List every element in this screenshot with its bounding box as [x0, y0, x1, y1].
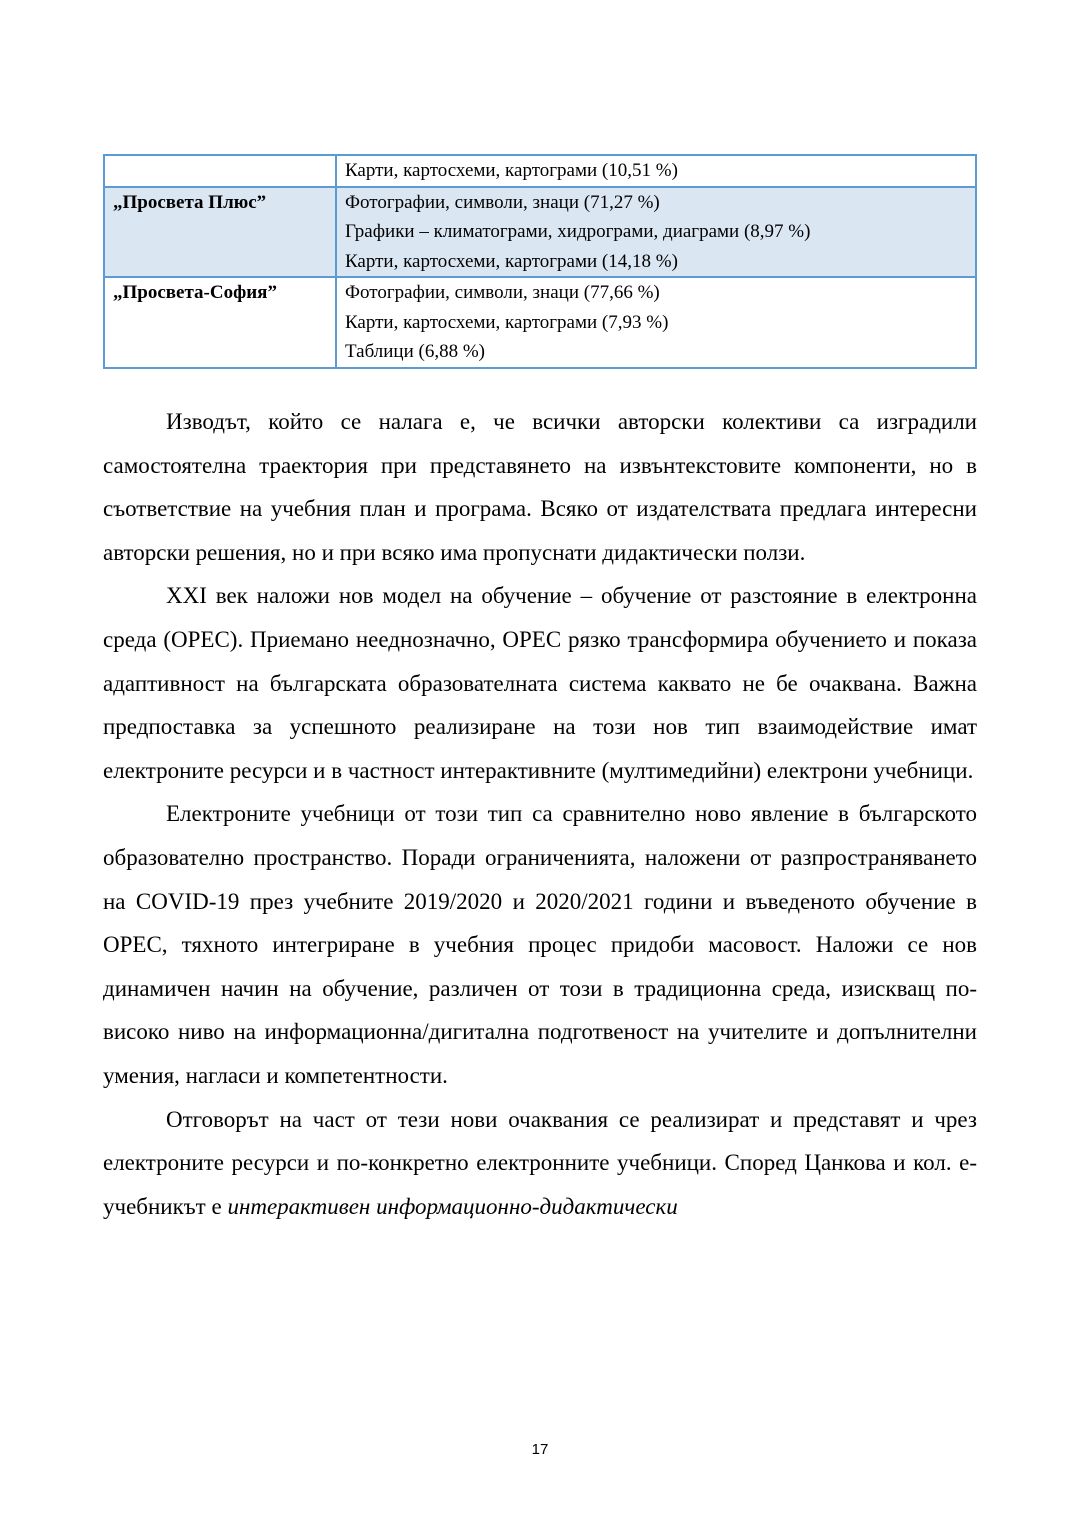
visual-item: Фотографии, символи, знаци (77,66 %): [345, 282, 660, 303]
table-row: [104, 187, 976, 278]
visual-item: Карти, картосхеми, картограми (10,51 %): [345, 160, 678, 181]
paragraph-conclusion: Изводът, който се налага е, че всички авторски колективи са изградили самостоятелна траектория при представянето на извънтекстовите компоненти, но в съответствие на учебния план и програма. Всяко от издателствата предлага интересни авторски решения, но и при всяко има пропуснати дидактически ползи.: [103, 409, 977, 565]
definition-italic: интерактивен информационно-дидактически: [227, 1193, 678, 1219]
body-text: [103, 400, 977, 1228]
publisher-cell: „Просвета-София”: [104, 277, 336, 368]
visual-item: Карти, картосхеми, картограми (14,18 %): [345, 250, 678, 272]
visuals-cell: [336, 277, 976, 368]
page-number: 17: [531, 1441, 549, 1458]
paragraph-distance-learning: XXI век наложи нов модел на обучение – обучение от разстояние в електронна среда (ОРЕС). Приемано нееднозначно, ОРЕС рязко трансформира обучението и показа адаптивност на българската образователната система каквато не бе очаквана. Важна предпоставка за успешното реализиране на този нов тип взаимодействие имат електроните ресурси и в частност интерактивните (мултимедийни) електрони учебници.: [103, 583, 977, 783]
publisher-cell: „Просвета Плюс”: [104, 187, 336, 278]
visual-item: Таблици (6,88 %): [345, 341, 485, 362]
definition-text: Отговорът на част от тези нови очаквания се реализират и представят и чрез електроните ресурси и по-конкретно електронните учебници. Според Цанкова и кол. е-учебникът е: [103, 1106, 977, 1219]
paragraph-electronic-textbooks: Електроните учебници от този тип са сравнително ново явление в българското образователно пространство. Поради ограниченията, наложени от разпространяването на COVID-19 през учебните 2019/2020 и 2020/2021 години и въведеното обучение в ОРЕС, тяхното интегриране в учебния процес придоби масовост. Наложи се нов динамичен начин на обучение, различен от този в традиционна среда, изискващ по-високо ниво на информационна/дигитална подготвеност на учителите и допълнителни умения, нагласи и компетентности.: [103, 801, 977, 1088]
table-row: [104, 277, 976, 368]
publisher-visuals-table: [103, 154, 977, 369]
publisher-cell: [104, 155, 336, 187]
visual-item: Фотографии, символи, знаци (71,27 %): [345, 191, 660, 213]
visuals-cell: [336, 155, 976, 187]
table-row: [104, 155, 976, 187]
paragraph-definition: [103, 1098, 977, 1229]
visual-item: Карти, картосхеми, картограми (7,93 %): [345, 311, 669, 333]
visual-item: Графики – климатограми, хидрограми, диаграми (8,97 %): [345, 221, 811, 242]
visuals-cell: [336, 187, 976, 278]
